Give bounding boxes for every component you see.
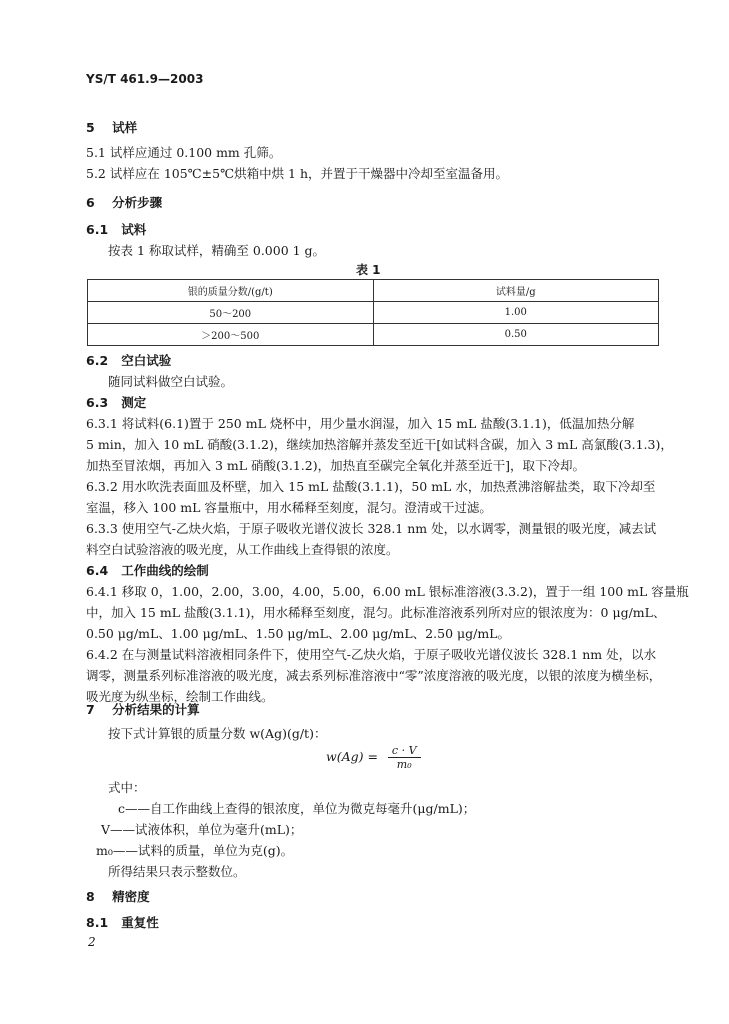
table-row (88, 324, 659, 346)
definition-m: m₀——试料的质量，单位为克(g)。 (96, 843, 294, 858)
table-header-row (88, 280, 659, 302)
formula (326, 744, 421, 771)
section-5-heading (86, 118, 137, 136)
table-cell: ＞200～500 (88, 324, 374, 346)
subsection-6-4-heading (86, 561, 209, 579)
para-6-4-2-line: 6.4.2 在与测量试料溶液相同条件下，使用空气-乙炔火焰，于原子吸收光谱仪波长 328.1 nm 处，以水 (86, 647, 657, 662)
table-cell: 50～200 (88, 302, 374, 324)
definition-v: V——试液体积，单位为毫升(mL)； (101, 822, 303, 837)
subsection-number: 6.1 (86, 222, 109, 237)
section-number: 7 (86, 702, 95, 717)
para-6-3-2-line: 室温，移入 100 mL 容量瓶中，用水稀释至刻度，混匀。澄清或干过滤。 (86, 500, 492, 515)
table-header-cell: 试料量/g (373, 280, 659, 302)
para-6-3-1-line: 6.3.1 将试料(6.1)置于 250 mL 烧杯中，用少量水润湿，加入 15 mL 盐酸(3.1.1)，低温加热分解 (86, 416, 635, 431)
formula-denominator: m₀ (396, 758, 412, 771)
para-6-3-3-line: 料空白试验溶液的吸光度，从工作曲线上查得银的浓度。 (86, 542, 399, 557)
subsection-6-2-heading (86, 351, 171, 369)
formula-fraction (388, 744, 421, 771)
table-cell: 1.00 (373, 302, 659, 324)
subsection-title: 测定 (121, 395, 147, 410)
section-number: 8 (86, 889, 95, 904)
result-note: 所得结果只表示整数位。 (108, 864, 246, 879)
para-6-4-2-line: 吸光度为纵坐标，绘制工作曲线。 (86, 689, 274, 704)
para-6-3-3-line: 6.3.3 使用空气-乙炔火焰，于原子吸收光谱仪波长 328.1 nm 处，以水调零，测量银的吸光度，减去试 (86, 521, 657, 536)
table-caption: 表 1 (356, 263, 381, 277)
para-7-intro: 按下式计算银的质量分数 w(Ag)(g/t)： (108, 726, 327, 741)
subsection-number: 6.2 (86, 353, 109, 368)
subsection-6-1-heading (86, 220, 146, 238)
para-6-4-1-line: 中，加入 15 mL 盐酸(3.1.1)，用水稀释至刻度，混匀。此标准溶液系列所对应的银浓度为：0 μg/mL、 (86, 605, 666, 620)
subsection-title: 重复性 (121, 915, 159, 930)
section-number: 6 (86, 195, 95, 210)
section-title: 分析步骤 (112, 195, 163, 210)
subsection-title: 试料 (121, 222, 147, 237)
sample-mass-table (87, 279, 659, 346)
section-6-heading (86, 193, 162, 211)
subsection-number: 8.1 (86, 915, 109, 930)
page-number: 2 (88, 935, 96, 949)
formula-lhs: w(Ag) = (326, 749, 378, 764)
para-6-4-1-line: 0.50 μg/mL、1.00 μg/mL、1.50 μg/mL、2.00 μg/mL、2.50 μg/mL。 (86, 626, 510, 641)
para-6-3-1-line: 加热至冒浓烟，再加入 3 mL 硝酸(3.1.2)，加热直至碳完全氧化并蒸至近干]，取下冷却。 (86, 458, 585, 473)
para-6-4-2-line: 调零，测量系列标准溶液的吸光度，减去系列标准溶液中“零”浓度溶液的吸光度，以银的浓度为横坐标， (86, 668, 662, 683)
para-6-3-2-line: 6.3.2 用水吹洗表面皿及杯壁，加入 15 mL 盐酸(3.1.1)，50 mL 水，加热煮沸溶解盐类，取下冷却至 (86, 479, 656, 494)
para-5-2: 5.2 试样应在 105℃±5℃烘箱中烘 1 h，并置于干燥器中冷却至室温备用。 (86, 166, 509, 181)
table-row (88, 302, 659, 324)
table-cell: 0.50 (373, 324, 659, 346)
para-6-1: 按表 1 称取试样，精确至 0.000 1 g。 (108, 243, 326, 258)
formula-numerator: c · V (388, 744, 421, 758)
section-title: 精密度 (112, 889, 150, 904)
para-5-1: 5.1 试样应通过 0.100 mm 孔筛。 (86, 145, 282, 160)
subsection-title: 空白试验 (121, 353, 172, 368)
subsection-number: 6.3 (86, 395, 109, 410)
table-header-cell: 银的质量分数/(g/t) (88, 280, 374, 302)
section-title: 试样 (112, 120, 138, 135)
para-6-3-1-line: 5 min，加入 10 mL 硝酸(3.1.2)，继续加热溶解并蒸发至近干[如试料含碳，加入 3 mL 高氯酸(3.1.3)， (86, 437, 673, 452)
para-6-2: 随同试料做空白试验。 (108, 374, 234, 389)
section-7-heading (86, 700, 200, 718)
section-number: 5 (86, 120, 95, 135)
section-title: 分析结果的计算 (112, 702, 200, 717)
standard-code: YS/T 461.9—2003 (86, 72, 204, 86)
where-label: 式中： (108, 780, 146, 795)
definition-c: c——自工作曲线上查得的银浓度，单位为微克每毫升(μg/mL)； (118, 801, 476, 816)
subsection-8-1-heading (86, 913, 159, 931)
subsection-title: 工作曲线的绘制 (121, 563, 209, 578)
subsection-number: 6.4 (86, 563, 109, 578)
section-8-heading (86, 887, 150, 905)
subsection-6-3-heading (86, 393, 146, 411)
para-6-4-1-line: 6.4.1 移取 0，1.00，2.00，3.00，4.00，5.00，6.00 mL 银标准溶液(3.3.2)，置于一组 100 mL 容量瓶 (86, 584, 689, 599)
